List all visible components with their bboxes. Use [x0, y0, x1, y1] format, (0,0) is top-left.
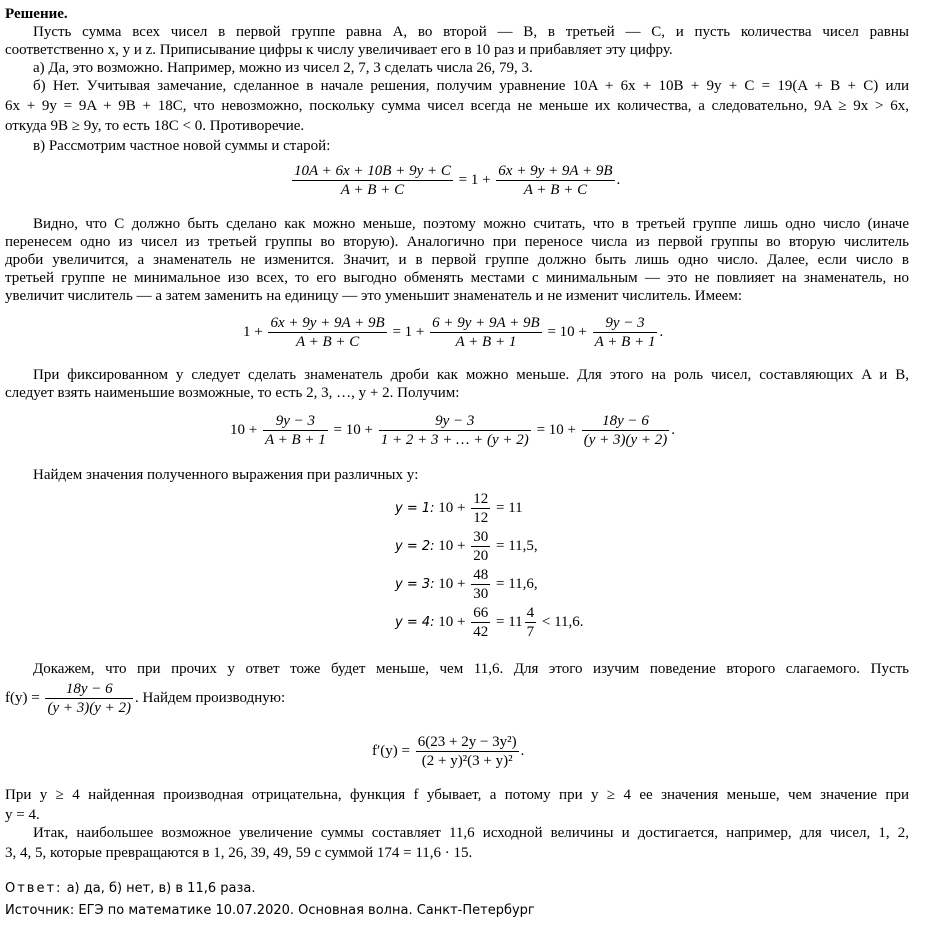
fraction: $\frac{18y - 6}{(y + 3)(y + 2)}$ [47, 681, 131, 716]
part-b-line-2: 6x + 9y = 9A + 9B + 18C, что невозможно, поскольку сумма чисел всегда не меньше их количества, а следовательно, 9A ≥ 9x > 6x, [5, 98, 909, 114]
fraction: $\frac{9y - 3}{A + B + 1}$ [264, 413, 326, 448]
fraction: $\frac{30}{20}$ [473, 529, 489, 564]
part-a-line: а) Да, это возможно. Например, можно из чисел 2, 7, 3 сделать числа 26, 79, 3. [33, 60, 533, 76]
value-row-y3: y = 3: 10 + $\frac{48}{30}$ = 11,6, [395, 567, 538, 602]
para6-line-2: y = 4. [5, 807, 40, 823]
formula-derivative: f′(y) = $\frac{\text{6(23 + 2y − 3y²)}}{\text{(2 + y)²(3 + y)²}}$ . [372, 734, 525, 769]
answer-line [5, 880, 255, 898]
answer-text: а) да, б) нет, в) в 11,6 раза. [66, 881, 256, 896]
source-line: Источник: ЕГЭ по математике 10.07.2020. Основная волна. Санкт-Петербург [5, 903, 535, 918]
value-row-y1: y = 1: 10 + $\frac{12}{12}$ = 11 [395, 491, 523, 526]
formula-ratio: $\frac{10A + 6x + 10B + 9y + C}{A + B + C}$ = 1 + $\frac{6x + 9y + 9A + 9B}{A + B + C}$ . [294, 163, 621, 198]
para2-line-2: перенесем одно из чисел из третьей группы во вторую). Аналогично при переносе числа из первой группы во вторую числитель [5, 234, 909, 250]
fraction: $\frac{10A + 6x + 10B + 9y + C}{A + B + C}$ [294, 163, 451, 198]
fraction: $\frac{18y - 6}{(y + 3)(y + 2)}$ [583, 413, 668, 448]
para7-line-2: 3, 4, 5, которые превращаются в 1, 26, 39, 49, 59 с суммой 174 = 11,6 · 15. [5, 845, 473, 861]
function-definition: f(y) = $\frac{18y - 6}{(y + 3)(y + 2)}$ . Найдем производную: [5, 681, 286, 716]
part-b-line-3: откуда 9B ≥ 9y, то есть 18C < 0. Противоречие. [5, 118, 305, 134]
value-row-y4: y = 4: 10 + $\frac{66}{42}$ = 11 $\frac{4}{7}$ < 11,6. [395, 605, 584, 640]
fraction: $\frac{48}{30}$ [473, 567, 489, 602]
fraction: $\frac{12}{12}$ [473, 491, 489, 526]
fraction: $\frac{66}{42}$ [473, 605, 489, 640]
fraction: $\frac{6x + 9y + 9A + 9B}{A + B + C}$ [498, 163, 613, 198]
part-b-line-1: б) Нет. Учитывая замечание, сделанное в начале решения, получим уравнение 10A + 6x + 10B + 9y + C = 19(A + B + C) или [33, 78, 909, 94]
mixed-fraction: $\frac{4}{7}$ [526, 605, 535, 640]
part-c-line: в) Рассмотрим частное новой суммы и старой: [33, 138, 331, 154]
intro-line-2: соответственно x, y и z. Приписывание цифры к числу увеличивает его в 10 раз и прибавляет эту цифру. [5, 42, 673, 58]
answer-label: Ответ: [5, 881, 63, 896]
para2-line-1: Видно, что C должно быть сделано как можно меньше, поэтому можно считать, что в третьей группе лишь одно число (иначе [33, 216, 909, 232]
para6-line-1: При y ≥ 4 найденная производная отрицательна, функция f убывает, а потому при y ≥ 4 ее значения меньше, чем значение при [5, 787, 909, 803]
value-row-y2: y = 2: 10 + $\frac{30}{20}$ = 11,5, [395, 529, 538, 564]
fraction: $\frac{9y - 3}{1 + 2 + 3 + \dots + (y + 2)}$ [380, 413, 529, 448]
para2-line-4: третьей группе не минимальное изо всех, то его выгодно обменять местами с минимальным — это не повлияет на знаменатель, но [5, 270, 909, 286]
solution-heading: Решение. [5, 6, 68, 22]
para5-line-1: Докажем, что при прочих y ответ тоже будет меньше, чем 11,6. Для этого изучим поведение второго слагаемого. Пусть [33, 661, 909, 677]
para3-line-2: следует взять наименьшие возможные, то есть 2, 3, …, y + 2. Получим: [5, 385, 460, 401]
formula-simplified: 1 + $\frac{6x + 9y + 9A + 9B}{A + B + C}$ = 1 + $\frac{6 + 9y + 9A + 9B}{A + B + 1}$ = 10 + $\frac{9y - 3}{A + B + 1}$ . [243, 315, 664, 350]
para2-line-5: увеличит числитель — а затем заменить на единицу — это уменьшит знаменатель и не изменит числитель. Имеем: [5, 288, 743, 304]
fraction: $\frac{6x + 9y + 9A + 9B}{A + B + C}$ [270, 315, 385, 350]
para3-line-1: При фиксированном y следует сделать знаменатель дроби как можно меньше. Для этого на роль чисел, составляющих A и B, [33, 367, 909, 383]
fraction: $\frac{\text{6(23 + 2y − 3y²)}}{\text{(2 + y)²(3 + y)²}}$ [417, 734, 517, 769]
para4-line: Найдем значения полученного выражения при различных y: [33, 467, 419, 483]
intro-line-1: Пусть сумма всех чисел в первой группе равна A, во второй — B, в третьей — C, и пусть количества чисел равны [33, 24, 909, 40]
para7-line-1: Итак, наибольшее возможное увеличение суммы составляет 11,6 исходной величины и достигается, например, для чисел, 1, 2, [33, 825, 909, 841]
para2-line-3: дроби увеличится, а знаменатель не изменится. Значит, и в первой группе должно быть лишь одно число. Далее, если число в [5, 252, 909, 268]
fraction: $\frac{9y - 3}{A + B + 1}$ [594, 315, 656, 350]
formula-sum-substitution: 10 + $\frac{9y - 3}{A + B + 1}$ = 10 + $\frac{9y - 3}{1 + 2 + 3 + \dots + (y + 2)}$ = 10 + $\frac{18y - 6}{(y + 3)(y + 2)}$ . [230, 413, 676, 448]
fraction: $\frac{6 + 9y + 9A + 9B}{A + B + 1}$ [432, 315, 540, 350]
